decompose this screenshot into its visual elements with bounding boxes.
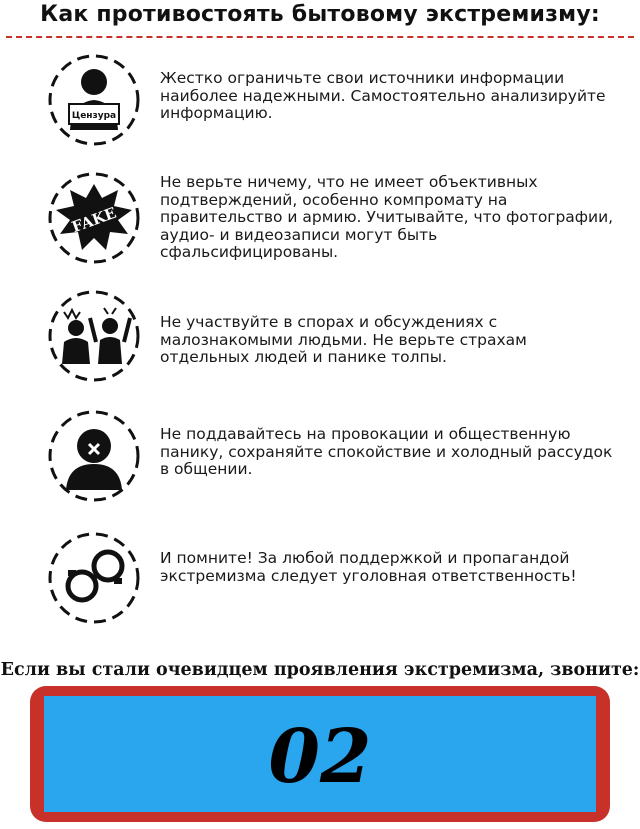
hotline-number: 02 xyxy=(268,714,372,800)
page-title: Как противостоять бытовому экстремизму: xyxy=(40,2,600,27)
silent-person-icon xyxy=(46,408,142,504)
title-divider xyxy=(6,36,634,38)
tip-text-4: Не поддавайтесь на провокации и общественную панику, сохраняйте спокойствие и холодный рассудок в общении. xyxy=(160,425,613,478)
tip-text-3: Не участвуйте в спорах и обсуждениях с малознакомыми людьми. Не верьте страхам отдельных людей и панике толпы. xyxy=(160,313,527,366)
tip-text-2: Не верьте ничему, что не имеет объективных подтверждений, особенно компромату на правительство и армию. Учитывайте, что фотографии, аудио- и видеозаписи могут быть сфальсифицированы. xyxy=(160,173,614,261)
fake-stamp-text: FAKE xyxy=(69,203,119,237)
handcuffs-icon xyxy=(46,530,142,626)
hotline-inner-panel xyxy=(44,696,596,812)
tip-text-5: И помните! За любой поддержкой и пропагандой экстремизма следует уголовная ответственность! xyxy=(160,549,577,585)
censored-person-icon xyxy=(46,52,142,148)
censor-sign-text: Цензура xyxy=(71,111,117,121)
hotline-label: Если вы стали очевидцем проявления экстремизма, звоните: xyxy=(0,660,640,680)
tip-text-1: Жестко ограничьте свои источники информации наиболее надежными. Самостоятельно анализируйте информацию. xyxy=(160,69,606,122)
arguing-people-icon xyxy=(46,288,142,384)
hotline-box xyxy=(30,686,610,822)
fake-stamp-icon xyxy=(46,170,142,266)
